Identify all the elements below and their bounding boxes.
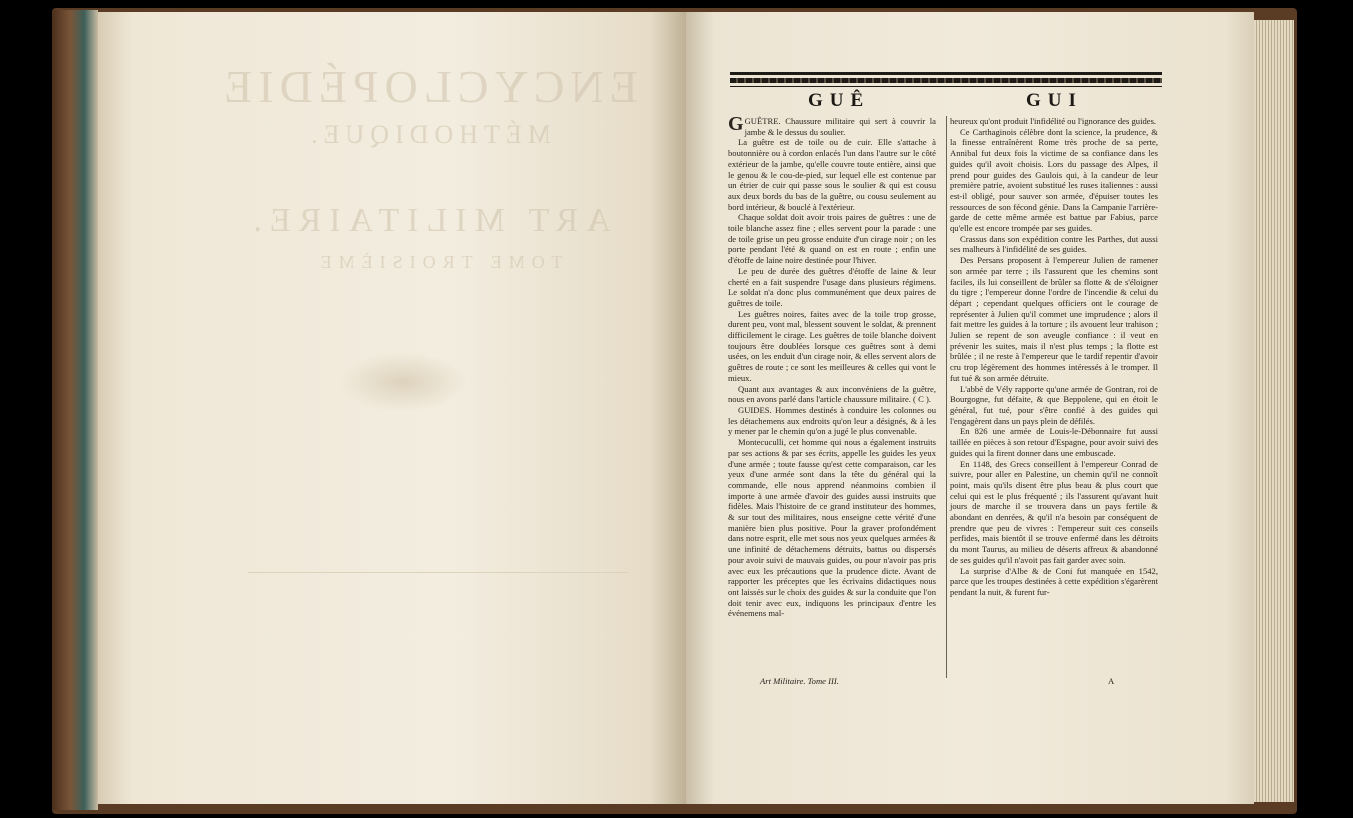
- paragraph: Chaque soldat doit avoir trois paires de guêtres : une de toile blanche assez fine ; elles servent pour la parade : une de toile grise un peu grosse enduite d'un cirage noir ; on les porte pendant l'été & quand on est en route ; enfin une d'étoffe de laine noire destinée pour l'hiver.: [728, 212, 936, 266]
- ghost-title-1: ENCYCLOPÉDIE: [218, 61, 638, 112]
- paragraph: Des Persans proposent à l'empereur Julien de ramener son armée par terre ; ils l'assurent que les chemins sont faciles, ils lui conseillent de brûler sa flotte & de s'éloigner du tigre ; l'empereur donne l'ordre de l'incendie & celui du départ ; cependant quelques officiers ont le courage de représenter à Julien qu'il commet une imprudence ; alors il fait mettre les guides à la torture ; ils avouent leur trahison ; Julien se repent de son aveugle confiance : il veut en prévenir les suites, mais il n'est plus temps ; la flotte est brûlée ; il ne reste à l'empereur que le tardif repentir d'avoir cru trop légèrement des hommes intéressés à le tromper. Il fut tué & son armée détruite.: [950, 255, 1158, 383]
- header-rule-bottom: [730, 86, 1162, 87]
- page-edges: [1254, 20, 1294, 802]
- paragraph: GGUÊTRE. Chaussure militaire qui sert à couvrir la jambe & le dessus du soulier.: [728, 113, 936, 137]
- book-spine: [52, 10, 98, 810]
- header-rule-mid: [730, 78, 1162, 83]
- paragraph: heureux qu'ont produit l'infidélité ou l'ignorance des guides.: [950, 116, 1157, 126]
- paragraph: Le peu de durée des guêtres d'étoffe de laine & leur cherté en a fait suspendre l'usage dans plusieurs régimens. Le soldat n'a donc plus communément que deux paires de guêtres de toile.: [728, 265, 936, 308]
- text-column-right: [950, 116, 1158, 598]
- headword-right: GUI: [1026, 90, 1083, 111]
- column-divider: [946, 116, 947, 678]
- ghost-title-3: ART MILITAIRE.: [245, 202, 611, 239]
- ghost-title-4: TOME TROISIÈME: [313, 252, 563, 272]
- paragraph: Les guêtres noires, faites avec de la toile trop grosse, durent peu, vont mal, blessent souvent le soldat, & prennent difficilement le cirage. Les guêtres de toile blanche doivent toujours être doublées lorsque ces guêtres sont à demi usées, on les enduit d'un cirage noir, & elles servent alors de guêtres de route ; ce sont les meilleures & celles qui vont le mieux.: [728, 308, 936, 383]
- paragraph: Ce Carthaginois célèbre dont la science, la prudence, & la finesse entraînèrent Rome très proche de sa perte, Annibal fut deux fois la victime de sa confiance dans les guides qu'il avoit choisis. Lors du passage des Alpes, il prend pour guides des Gaulois qui, à la candeur de leur première patrie, avoient substitué les ruses italiennes : aussi est-il obligé, pour sauver son armée, d'épuiser toutes les ressources de son fécond génie. Dans la Campanie l'arrière-garde de cette même armée est battue par Fabius, parce qu'elle est encore trompée par ses guides.: [950, 126, 1158, 234]
- drop-cap: G: [728, 113, 744, 135]
- paragraph: GUIDES. Hommes destinés à conduire les colonnes ou les détachemens aux endroits qu'on leur a désignés, & à les y mener par le chemin qu'on a jugé le plus convenable.: [728, 404, 936, 437]
- footer-signature-left: Art Militaire. Tome III.: [760, 676, 839, 686]
- headword-left: GUÊ: [808, 90, 871, 111]
- paragraph: En 1148, des Grecs conseillent à l'empereur Conrad de suivre, pour aller en Palestine, un chemin qu'il ne connoît point, mais qu'ils disent être plus beau & plus court que celui qui est le plus fréquenté ; ils l'assurent qu'avant huit jours de marche il se trouvera dans un pays fertile & abondant en denrées, & qu'il n'a besoin par conséquent de prendre que peu de vivres : l'empereur suit ces conseils perfides, mais bientôt il se trouve enfermé dans les détroits du mont Taurus, au milieu de déserts affreux & abandonné de ses guides qu'il n'avoit pas fait garder avec soin.: [950, 458, 1158, 565]
- left-page: [98, 12, 686, 804]
- ghost-vignette: [338, 352, 468, 412]
- ghost-title-2: MÉTHODIQUE.: [305, 120, 551, 149]
- paragraph: Montecuculli, cet homme qui nous a également instruits par ses actions & par ses écrits, appelle les guides les yeux d'une armée ; toute fausse qu'est cette comparaison, car les yeux d'une armée sont dans la tête du général qui la commande, elle nous apprend néanmoins combien il importe à une armée d'avoir des guides aussi instruits que fidèles. Mais l'histoire de ce grand instituteur des hommes, & sur tout des militaires, nous enseigne cette vérité d'une manière bien plus positive. Pour la graver profondément dans notre esprit, elle met sous nos yeux quelques armées & une infinité de détachemens détruits, battus ou dispersés pour avoir suivi de mauvais guides, ou pour n'avoir pas pris avec eux les précautions que la prudence dicte. Avant de rapporter les préceptes que les écrivains didactiques nous ont laissés sur le choix des guides & sur la conduite que l'on doit tenir avec eux, indiquons les principaux d'entre les événemens mal-: [728, 437, 936, 619]
- footer-signature-right: A: [1108, 676, 1115, 686]
- paragraph: Quant aux avantages & aux inconvéniens de la guêtre, nous en avons parlé dans l'article chaussure militaire. ( C ).: [728, 383, 936, 405]
- ghost-rule: [248, 572, 628, 573]
- header-rule-top: [730, 72, 1162, 75]
- paragraph: La surprise d'Albe & de Coni fut manquée en 1542, parce que les troupes destinées à cette expédition s'égarèrent pendant la nuit, & furent fur-: [950, 565, 1158, 597]
- paragraph: Crassus dans son expédition contre les Parthes, dut aussi ses malheurs à l'infidélité de ses guides.: [950, 233, 1158, 255]
- paragraph: En 826 une armée de Louis-le-Débonnaire fut aussi taillée en pièces à son retour d'Espagne, pour avoir suivi des guides qui la firent donner dans une embuscade.: [950, 426, 1158, 458]
- text-column-left: [728, 113, 936, 619]
- paragraph: La guêtre est de toile ou de cuir. Elle s'attache à boutonnière ou à cordon enlacés l'un dans l'autre sur le côté extérieur de la jambe, qu'elle couvre toute entière, ainsi que le genou & le cou-de-pied, sur lequel elle est contenue par un étrier de cuir qui passe sous le soulier & qui est cousu aux deux bords du bas de la guêtre, ou cousu seulement au bord intérieur, & bouclé à l'extérieur.: [728, 137, 936, 212]
- paragraph: L'abbé de Vély rapporte qu'une armée de Gontran, roi de Bourgogne, fut défaite, & que Beppolene, qui en étoit le général, fut tué, pour s'être confié à des guides qui l'engagèrent dans un pays plein de défilés.: [950, 383, 1158, 426]
